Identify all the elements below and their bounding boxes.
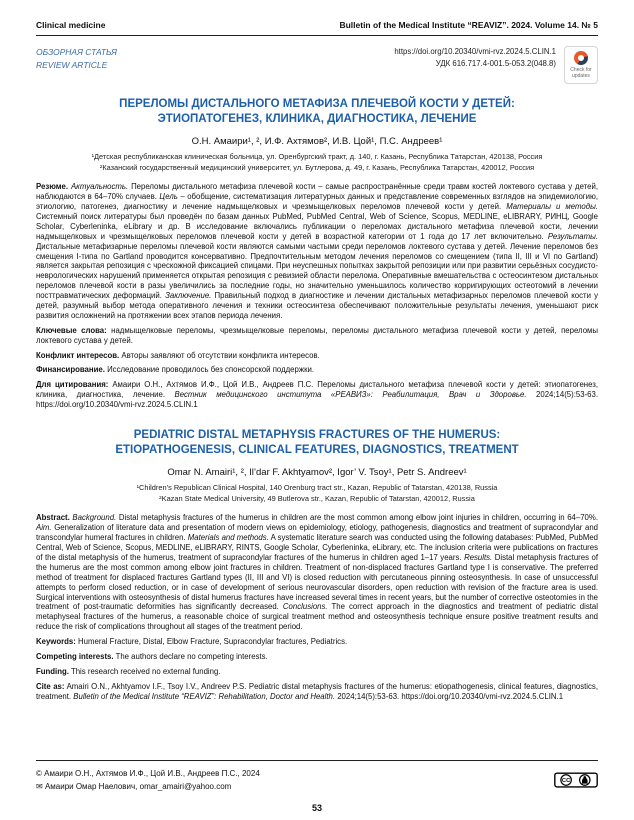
keywords-en-text: Humeral Fracture, Distal, Elbow Fracture, Supracondylar fractures, Pediatrics. xyxy=(78,637,348,647)
citation-en-authors: Amairi O.N., Akhtyamov I.F., Tsoy I.V., Andreev P.S. Pediatric distal metaphysis fractures of the humerus: etiopathogenesis, clinical features, diagnostics, treatment. xyxy=(36,681,599,701)
citation-en-label: Cite as: xyxy=(36,681,65,691)
funding-en-label: Funding. xyxy=(36,666,69,676)
keywords-ru-label: Ключевые слова: xyxy=(36,325,107,335)
abstract-segment: Заключение. xyxy=(165,291,212,301)
crossmark-badge[interactable] xyxy=(564,46,598,84)
crossmark-label-line1: Check for xyxy=(570,67,592,73)
conflict-ru xyxy=(36,351,598,361)
abstract-segment: Generalization of literature data and presentation of modern views on epidemiology, etiology, pathogenesis, diagnostics and treatment of supracondylar and transcondylar humeral fractures in children. xyxy=(36,523,598,543)
title-en-line2: ETIOPATHOGENESIS, CLINICAL FEATURES, DIAGNOSTICS, TREATMENT xyxy=(115,443,519,456)
abstract-segment: Резюме. xyxy=(36,182,69,192)
abstract-segment: Abstract. xyxy=(36,513,70,523)
abstract-segment: Результаты. xyxy=(547,231,598,241)
running-header xyxy=(36,20,598,30)
abstract-segment: Results. xyxy=(464,552,493,562)
citation-ru-journal: Вестник медицинского института «РЕАВИЗ»: Реабилитация, Врач и Здоровье. xyxy=(174,390,527,400)
udc-code: УДК 616.717.4-001.5-053.2(048.8) xyxy=(435,59,556,69)
abstract-segment: Цель xyxy=(159,192,178,202)
abstract-segment: Материалы и методы. xyxy=(506,202,598,212)
crossmark-label xyxy=(570,67,591,79)
keywords-en-label: Keywords: xyxy=(36,637,76,647)
authors-en: Omar N. Amairi¹, ², Il’dar F. Akhtyamov², Igor’ V. Tsoy¹, Petr S. Andreev¹ xyxy=(167,466,467,478)
contact-text: Амаири Омар Наелович, omar_amairi@yahoo.com xyxy=(44,782,232,792)
abstract-segment: Background. xyxy=(72,513,117,523)
copyright-line: © Амаири О.Н., Ахтямов И.Ф., Цой И.В., Андреев П.С., 2024 xyxy=(36,768,260,778)
abstract-segment: Aim. xyxy=(36,523,52,533)
footer-rule xyxy=(36,760,598,761)
page-footer xyxy=(36,760,598,794)
doi-udc-block xyxy=(394,46,556,70)
abstract-segment: – обобщение, систематизация литературных данных и представление современных взглядов на эпидемиологию, этиологию, патогенез, диагностику и лечение надмыщелковых и чрезмыщелковых переломов плечевой кости у детей. xyxy=(36,192,598,212)
abstract-segment: Distal metaphysis fractures of the humerus in children are the most common among elbow joint injuries in children, occurring in 64–70%. xyxy=(118,513,598,523)
citation-ru xyxy=(36,380,598,410)
page-number: 53 xyxy=(311,803,322,813)
abstract-segment: Актуальность. xyxy=(70,182,129,192)
cc-by-license-badge[interactable] xyxy=(554,772,598,788)
abstract-segment: Distal metaphysis fractures of the humerus are the most common among elbow joint fractures in children. Treatment of non-displaced fractures Gartland type I is conservative. The preferred method of treatment for displaced fractures Gartland types (II, III and VI) is closed reduction with percutaneous pinning osteosynthesis. In case of unsuccessful attempts to perform closed reduction, or in case of development of serious neurovascular disorders, open reduction with revision of the fracture area is used. Surgical interventions with osteosynthesis of distal humerus fractures have increased several times in recent years, but the number of corrective osteotomies in the treatment of post-traumatic deformities has significantly decreased. xyxy=(36,552,599,612)
funding-ru-label: Финансирование. xyxy=(36,365,105,375)
funding-en-text: This research received no external funding. xyxy=(70,666,221,676)
article-title-en xyxy=(36,428,598,458)
affiliations-ru xyxy=(36,152,598,173)
citation-ru-authors: Амаири О.Н., Ахтямов И.Ф., Цой И.В., Андреев П.С. Переломы дистального метафиза плечевой кости у детей: этиопатогенез, клиника, диагностика, лечение. xyxy=(36,380,598,400)
citation-en-journal: Bulletin of the Medical Institute “REAVIZ”: Rehabilitation, Doctor and Health. xyxy=(73,691,336,701)
cc-icon-label: CC xyxy=(561,778,571,785)
header-section-label: Clinical medicine xyxy=(36,20,106,30)
article-meta xyxy=(36,46,598,84)
funding-en xyxy=(36,667,598,677)
affiliation-en-1: ¹Children’s Republican Clinical Hospital, 140 Orenburg tract str., Kazan, Republic of Tatarstan, 420138, Russia xyxy=(136,482,498,492)
title-ru-line2: ЭТИОПАТОГЕНЕЗ, КЛИНИКА, ДИАГНОСТИКА, ЛЕЧЕНИЕ xyxy=(157,112,477,125)
competing-en-label: Competing interests. xyxy=(36,651,114,661)
citation-ru-tail: 2024;14(5):53-63. https://doi.org/10.20340/vmi-rvz.2024.5.CLIN.1 xyxy=(36,390,599,410)
abstract-segment: Materials and methods. xyxy=(187,533,269,543)
affiliation-en-2: ²Kazan State Medical University, 49 Butlerova str., Kazan, Republic of Tatarstan, 420012, Russia xyxy=(159,493,475,503)
citation-en-tail: 2024;14(5):53-63. https://doi.org/10.20340/vmi-rvz.2024.5.CLIN.1 xyxy=(337,691,564,701)
envelope-icon: ✉ xyxy=(36,782,43,792)
article-ids xyxy=(394,46,598,84)
keywords-ru xyxy=(36,326,598,346)
abstract-segment: A systematic literature search was conducted using the following databases: PubMed, PubMed Central, Web of Science, Scopus, MEDLINE, eLIBRARY, RINTS, Google Scholar, Cyberleninka, eLibrary, etc. The inclusion criteria were publications on fractures of the distal metaphysis of the humerus, treatment of supracondylar fractures of the humerus in children aged 1–17 years. xyxy=(36,533,598,562)
competing-en xyxy=(36,652,598,662)
abstract-segment: Правильный подход в диагностике и лечении дистальных метафизарных переломов плечевой кости у детей, разумный выбор метода оперативного лечения и техники остеосинтеза обеспечивают положительные результаты лечения, уменьшают риск развития осложнений на протяжении всех этапов периода лечения. xyxy=(36,291,599,320)
abstract-segment: The correct approach in the diagnostics and treatment of pediatric distal metaphyseal fractures of the humerus, a reasonable choice of surgical treatment method and osteosynthesis technique ensure positive treatment results and reduce the risk of complications throughout all stages of the treatment period. xyxy=(36,602,598,632)
doi-text: https://doi.org/10.20340/vmi-rvz.2024.5.CLIN.1 xyxy=(394,47,556,56)
keywords-en xyxy=(36,637,598,647)
affiliation-ru-1: ¹Детская республиканская клиническая больница, ул. Оренбургский тракт, д. 140, г. Казань, Республика Татарстан, 420138, Россия xyxy=(91,151,543,161)
keywords-ru-text: надмыщелковые переломы, чрезмыщелковые переломы, переломы дистального метафиза плечевой кости у детей, переломы локтевого сустава у детей. xyxy=(36,325,598,345)
citation-ru-label: Для цитирования: xyxy=(36,380,109,390)
abstract-en xyxy=(36,513,598,632)
authors-ru: О.Н. Амаири¹, ², И.Ф. Ахтямов², И.В. Цой¹, П.С. Андреев¹ xyxy=(191,135,443,147)
conflict-ru-label: Конфликт интересов. xyxy=(36,350,120,360)
article-type-ru: ОБЗОРНАЯ СТАТЬЯ xyxy=(36,47,117,57)
funding-ru xyxy=(36,365,598,375)
abstract-segment: Conclusions. xyxy=(282,602,328,612)
citation-en xyxy=(36,682,598,702)
article-type xyxy=(36,46,117,84)
affiliations-en xyxy=(36,483,598,504)
abstract-segment: Системный поиск литературы был проведён по базам данных PubMed, PubMed Central, Web of Science, Scopus, MEDLINE, eLIBRARY, РИНЦ, Google Scholar, Cyberleninka, eLibrary и др. В исследование включались публикации о переломах дистального метафиза плечевой кости, лечении надмыщелковых и чрезмыщелковых переломов плечевой кости у детей в возрастной категории от 1 года до 17 лет включительно. xyxy=(36,212,598,241)
affiliation-ru-2: ²Казанский государственный медицинский университет, ул. Бутлерова, д. 49, г. Казань, Республика Татарстан, 420012, Россия xyxy=(99,162,535,172)
crossmark-icon xyxy=(574,51,588,65)
footer-text xyxy=(36,767,260,794)
conflict-ru-text: Авторы заявляют об отсутствии конфликта интересов. xyxy=(121,350,320,360)
title-en-line1: PEDIATRIC DISTAL METAPHYSIS FRACTURES OF THE HUMERUS: xyxy=(133,429,501,442)
article-title-ru xyxy=(36,97,598,127)
competing-en-text: The authors declare no competing interests. xyxy=(115,651,268,661)
abstract-ru xyxy=(36,182,598,320)
abstract-segment: Дистальные метафизарные переломы плечевой кости являются самыми частыми среди переломов локтевого сустава у детей. Лечение переломов без смещения I-типа по Gartland проводится консервативно. Предпочтительным методом лечения переломов со смещением (типа II, III и VI по Gartland) является закрытая репозиция с чрескожной фиксацией спицами. При неуспешных попытках закрытой репозиции или при развитии серьёзных сосудисто-неврологических нарушений применяется открытая репозиция с ревизией области перелома. Оперативные вмешательства с остеосинтезом дистальных переломов плечевой кости в разы увеличились за последние годы, но значительно уменьшилось количество корригирующих остеотомий в лечении посттравматических деформаций. xyxy=(36,241,598,301)
title-ru-line1: ПЕРЕЛОМЫ ДИСТАЛЬНОГО МЕТАФИЗА ПЛЕЧЕВОЙ КОСТИ У ДЕТЕЙ: xyxy=(119,98,515,110)
article-type-en: REVIEW ARTICLE xyxy=(36,60,108,71)
abstract-segment: Переломы дистального метафиза плечевой кости – самые распространённые среди травм костей локтевого сустава у детей, наблюдаются в 64–70% случаев. xyxy=(36,182,599,202)
contact-line xyxy=(36,780,260,794)
header-journal-label: Bulletin of the Medical Institute “REAVIZ”. 2024. Volume 14. № 5 xyxy=(339,20,598,30)
crossmark-label-line2: updates xyxy=(572,73,590,79)
header-rule xyxy=(36,35,598,36)
funding-ru-text: Исследование проводилось без спонсорской поддержки. xyxy=(107,365,315,375)
